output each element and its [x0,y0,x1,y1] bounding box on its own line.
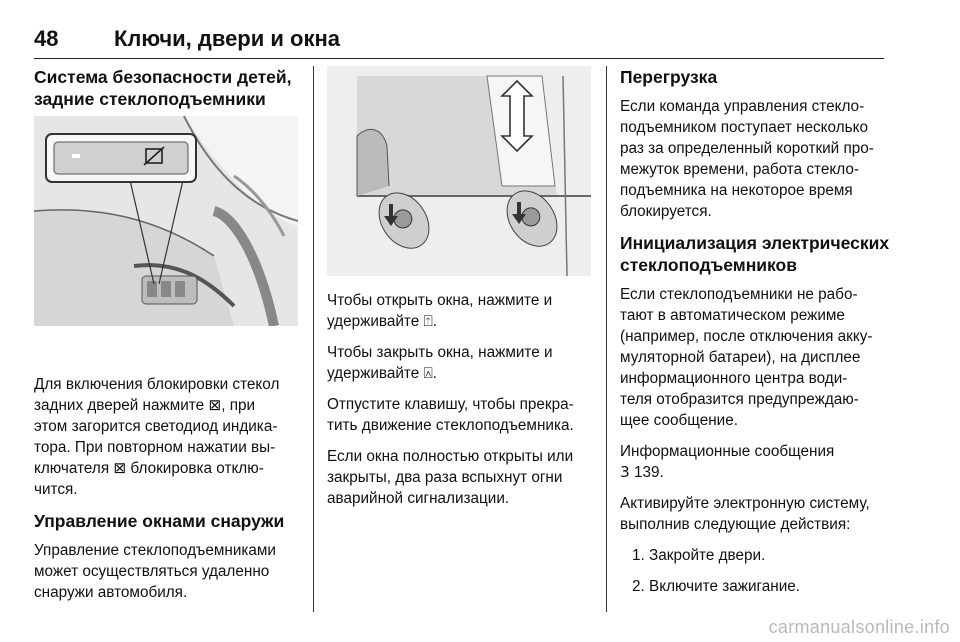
paragraph-open-windows: Чтобы открыть окна, нажмите и удерживайте ⍐. [327,292,553,330]
heading-overload: Перегрузка [620,67,718,87]
page-reference-link[interactable] [620,462,890,483]
paragraph-close-windows: Чтобы закрыть окна, нажмите и удерживайте ⍓. [327,344,553,382]
column-3 [620,66,890,597]
heading-child-lock: Система безопасности детей, задние стеклоподъемники [34,67,292,109]
list-item: 1. Закройте двери. [632,547,766,564]
paragraph-remote-window: Управление стеклоподъемниками может осуществляться удаленно снаружи автомобиля. [34,542,276,601]
paragraph-release-key: Отпустите клавишу, чтобы прекра- тить движение стеклоподъемника. [327,396,574,434]
page-header [34,26,884,59]
paragraph-hazard-lights: Если окна полностью открыты или закрыты, два раза вспыхнут огни аварийной сигнализации. [327,448,574,507]
watermark: carmanualsonline.info [768,617,950,637]
heading-initialization: Инициализация электрических стеклоподъемников [620,233,890,275]
list-item: 2. Включите зажигание. [632,578,801,595]
door-panel-drawing [34,116,298,326]
paragraph-child-lock: Для включения блокировки стекол задних дверей нажмите ⊠, при этом загорится светодиод индика- тора. При повторном нажатии вы- ключателя ⊠ блокировка отклю- чится. [34,376,280,498]
running-title: Ключи, двери и окна [114,26,340,51]
paragraph-activate: Активируйте электронную систему, выполнив следующие действия: [620,495,870,533]
page-number: 48 [34,26,59,51]
remote-window-illustration [327,66,591,276]
reference-page: 139. [629,464,664,481]
arrow-ref-icon: 3 [620,463,630,481]
column-divider-1 [313,66,314,612]
column-divider-2 [606,66,607,612]
paragraph-overload: Если команда управления стекло- подъемником поступает несколько раз за определенный короткий про- межуток времени, работа стекло- подъемника на некоторое время блокируется. [620,98,874,220]
paragraph-initialization: Если стеклоподъемники не рабо- тают в автоматическом режиме (например, после отключения акку- муляторной батареи), на дисплее информационного центра води- теля отобразится предупреждаю- щее сообщение. [620,286,873,429]
remote-window-drawing [327,66,591,276]
paragraph-info-messages: Информационные сообщения [620,443,835,460]
heading-remote-window: Управление окнами снаружи [34,511,285,531]
door-panel-illustration [34,116,298,326]
